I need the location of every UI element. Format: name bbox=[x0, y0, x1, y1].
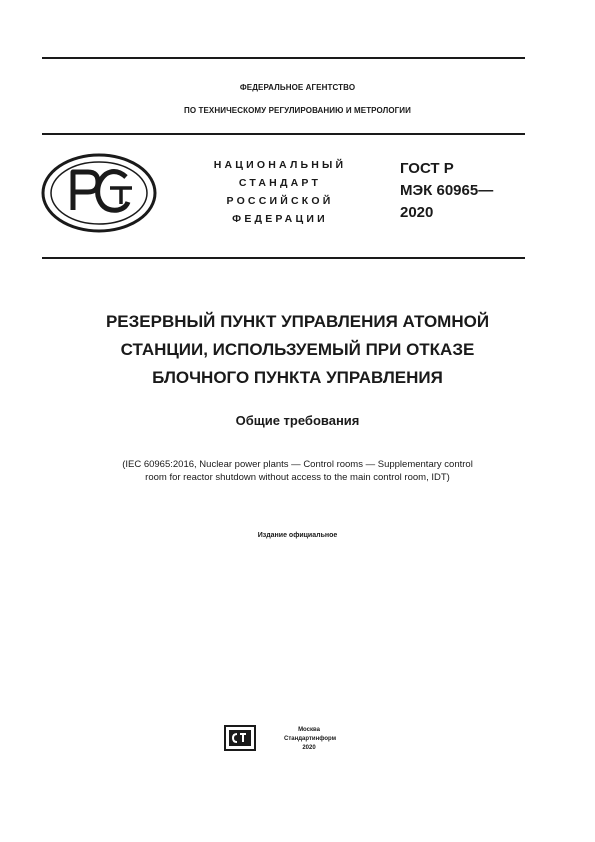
publisher-year: 2020 bbox=[302, 745, 316, 751]
header-top-rule bbox=[42, 133, 525, 135]
document-title bbox=[40, 308, 555, 392]
designation-line3: 2020 bbox=[400, 204, 434, 221]
national-standard-line3: РОССИЙСКОЙ bbox=[226, 195, 334, 207]
header-bottom-rule bbox=[42, 257, 525, 259]
edition-label: Издание официальное bbox=[257, 532, 338, 539]
standartinform-mark-icon bbox=[224, 725, 256, 751]
iec-reference-line2: room for reactor shutdown without access to the main control room, IDT) bbox=[145, 472, 450, 483]
designation-line1: ГОСТ Р bbox=[400, 160, 454, 177]
document-subtitle: Общие требования bbox=[235, 413, 360, 428]
top-rule bbox=[42, 57, 525, 59]
publisher-city: Москва bbox=[298, 727, 320, 733]
title-line2: СТАНЦИИ, ИСПОЛЬЗУЕМЫЙ ПРИ ОТКАЗЕ bbox=[120, 340, 475, 359]
designation-line2: МЭК 60965— bbox=[400, 182, 494, 199]
iec-reference-line1: (IEC 60965:2016, Nuclear power plants — Control rooms — Supplementary control bbox=[122, 459, 473, 470]
national-standard-label bbox=[180, 156, 380, 228]
title-line3: БЛОЧНОГО ПУНКТА УПРАВЛЕНИЯ bbox=[152, 368, 443, 387]
title-line1: РЕЗЕРВНЫЙ ПУНКТ УПРАВЛЕНИЯ АТОМНОЙ bbox=[105, 312, 490, 331]
standard-designation bbox=[400, 158, 530, 224]
national-standard-line4: ФЕДЕРАЦИИ bbox=[232, 213, 328, 225]
agency-name-line1: ФЕДЕРАЛЬНОЕ АГЕНТСТВО bbox=[239, 83, 356, 92]
national-standard-line2: СТАНДАРТ bbox=[238, 177, 322, 189]
iec-reference bbox=[40, 458, 555, 484]
publisher-name: Стандартинформ bbox=[284, 736, 337, 742]
publisher-info bbox=[284, 726, 337, 753]
gost-r-certification-mark-icon bbox=[40, 152, 158, 234]
national-standard-line1: НАЦИОНАЛЬНЫЙ bbox=[213, 159, 347, 171]
agency-name-line2: ПО ТЕХНИЧЕСКОМУ РЕГУЛИРОВАНИЮ И МЕТРОЛОГИИ bbox=[183, 106, 412, 115]
